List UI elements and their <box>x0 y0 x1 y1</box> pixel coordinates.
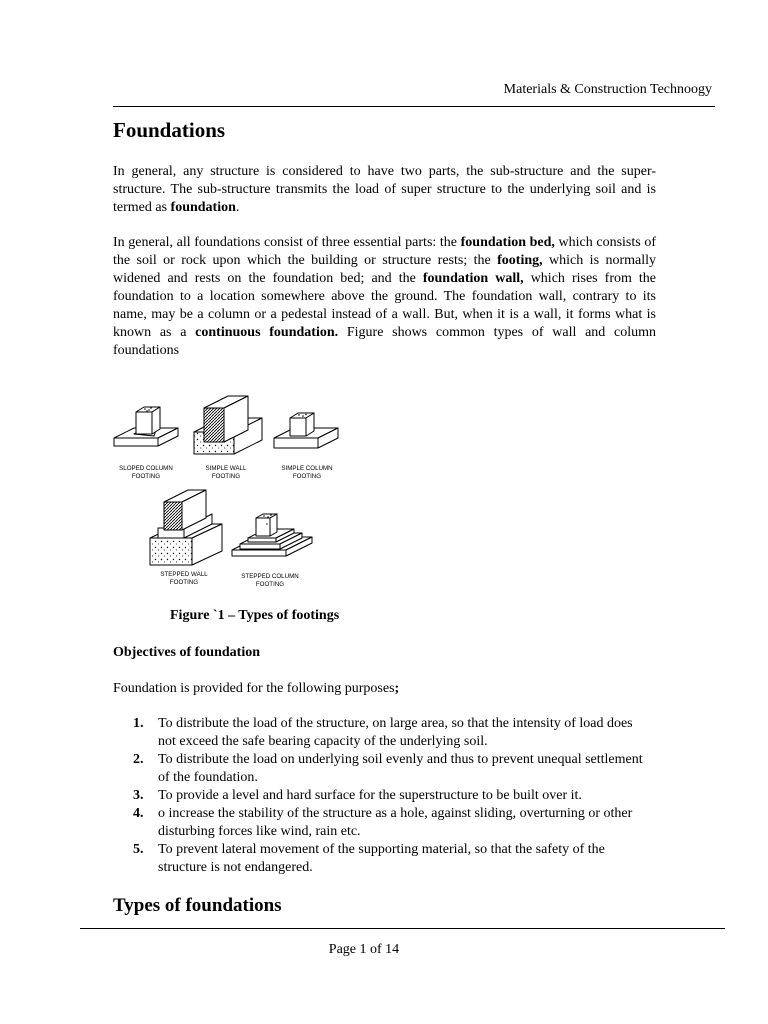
objectives-intro-punct: ; <box>394 681 400 696</box>
para2-b1: foundation bed, <box>460 235 555 250</box>
list-item-number: 3. <box>133 788 144 803</box>
objectives-heading: Objectives of foundation <box>113 645 260 660</box>
para2-b2: footing, <box>497 253 543 268</box>
list-item-text: To distribute the load on underlying soil evenly and thus to prevent unequal settlement of the foundation. <box>158 752 643 785</box>
para2-t2: which consists of the soil or rock upon which the building or structure rests; the <box>113 235 657 268</box>
list-item <box>113 787 653 805</box>
sloped-column-footing-drawing <box>114 407 178 446</box>
list-item <box>113 805 653 841</box>
stepped-wall-footing-drawing <box>150 490 222 565</box>
footings-figure <box>112 390 362 595</box>
label-stepped-wall-1: STEPPED WALL <box>160 571 208 578</box>
objectives-list <box>113 715 653 877</box>
label-stepped-wall-2: FOOTING <box>169 579 199 586</box>
label-sloped-column-2: FOOTING <box>131 473 161 480</box>
para2-t5: Figure shows common types of wall and column foundations <box>113 325 657 358</box>
page-title: Foundations <box>113 118 226 142</box>
para1-text: In general, any structure is considered to have two parts, the sub-structure and the super-structure. The sub-structure transmits the load of super structure to the underlying soil and is termed as <box>113 164 656 215</box>
list-item <box>113 751 653 787</box>
page-number: Page 1 of 14 <box>328 942 400 957</box>
label-simple-wall-2: FOOTING <box>211 473 241 480</box>
objectives-intro <box>113 681 399 697</box>
para2-t3: which is normally widened and rests on the foundation bed; and the <box>113 253 656 286</box>
para2-b3: foundation wall, <box>422 271 524 286</box>
list-item-text: To distribute the load of the structure, on large area, so that the intensity of load does not exceed the safe bearing capacity of the underlying soil. <box>158 716 633 749</box>
label-simple-column-1: SIMPLE COLUMN <box>281 465 333 472</box>
types-heading: Types of foundations <box>113 895 282 916</box>
figure-caption: Figure `1 – Types of footings <box>170 608 340 623</box>
label-simple-wall-1: SIMPLE WALL <box>205 465 247 472</box>
stepped-column-footing-drawing <box>232 514 312 556</box>
header-rule <box>113 106 715 107</box>
list-item-number: 4. <box>133 806 144 821</box>
intro-paragraph <box>113 163 656 217</box>
list-item <box>113 841 653 877</box>
label-sloped-column-1: SLOPED COLUMN <box>119 465 173 472</box>
para2-t4: which rises from the foundation to a location somewhere above the ground. The foundation wall, contrary to its name, may be a column or a pedestal instead of a wall. But, when it is a wall, it forms what is known as a <box>113 271 657 340</box>
simple-column-footing-drawing <box>274 413 338 448</box>
para1-end: . <box>235 200 240 215</box>
para1-bold: foundation <box>170 200 236 215</box>
list-item-number: 1. <box>133 716 144 731</box>
running-header: Materials & Construction Technoogy <box>503 82 712 97</box>
label-stepped-column-1: STEPPED COLUMN <box>241 573 299 580</box>
objectives-intro-text: Foundation is provided for the following purposes <box>113 681 395 696</box>
list-item-text: o increase the stability of the structure as a hole, against sliding, overturning or other disturbing forces like wind, rain etc. <box>158 806 633 839</box>
list-item <box>113 715 653 751</box>
parts-paragraph <box>113 234 656 360</box>
list-item-text: To provide a level and hard surface for the superstructure to be built over it. <box>158 788 582 803</box>
list-item-number: 5. <box>133 842 144 857</box>
footer-rule <box>80 928 725 929</box>
para2-t1: In general, all foundations consist of three essential parts: the <box>113 235 461 250</box>
simple-wall-footing-drawing <box>194 396 262 454</box>
list-item-number: 2. <box>133 752 144 767</box>
para2-b4: continuous foundation. <box>195 325 339 340</box>
list-item-text: To prevent lateral movement of the supporting material, so that the safety of the structure is not endangered. <box>158 842 605 875</box>
label-stepped-column-2: FOOTING <box>255 581 285 588</box>
label-simple-column-2: FOOTING <box>292 473 322 480</box>
